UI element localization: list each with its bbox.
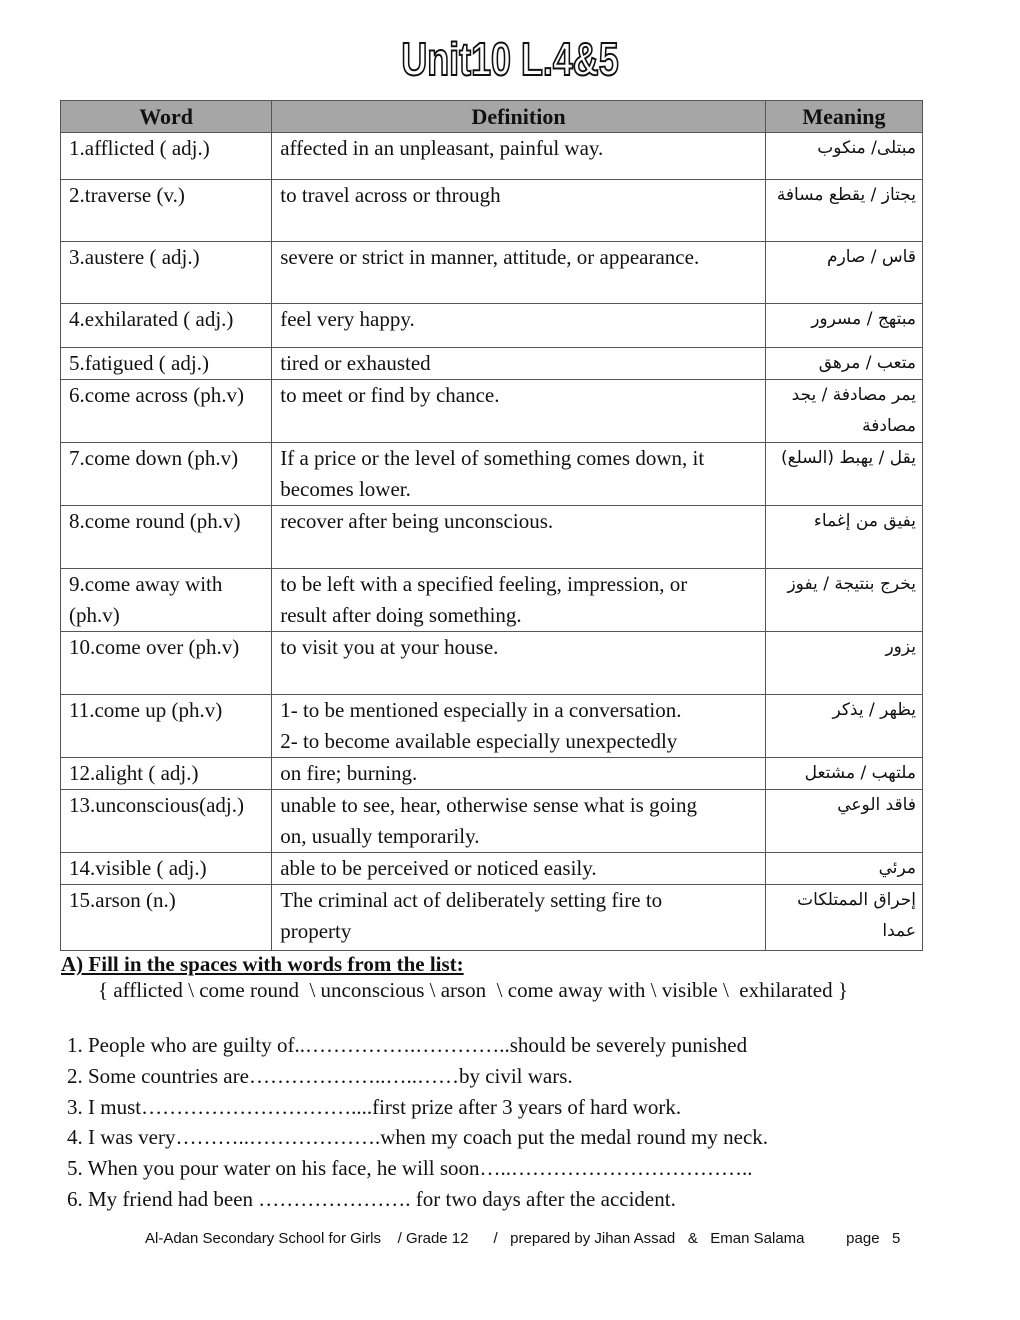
table-row	[61, 443, 923, 506]
definition-cell	[272, 180, 766, 242]
page-footer: Al-Adan Secondary School for Girls / Grade 12 / prepared by Jihan Assad & Eman Salama page 5	[145, 1230, 901, 1247]
definition-cell	[272, 695, 766, 758]
meaning-cell: مبتلى/ منكوب	[765, 133, 922, 180]
definition-cell	[272, 790, 766, 853]
definition-line: tired or exhausted	[280, 351, 431, 375]
word-cell: 2.traverse (v.)	[61, 180, 272, 242]
question-item: 1. People who are guilty of..…………….…………..should be severely punished	[67, 1033, 748, 1057]
definition-cell	[272, 380, 766, 443]
meaning-cell: فاقد الوعي	[765, 790, 922, 853]
definition-line: to travel across or through	[280, 183, 501, 207]
exercise-word-list: { afflicted \ come round \ unconscious \ arson \ come away with \ visible \ exhilarated }	[98, 978, 848, 1002]
exercise-questions	[67, 1030, 768, 1215]
meaning-cell: يخرج بنتيجة / يفوز	[765, 569, 922, 632]
table-header-row	[61, 101, 923, 133]
word-cell: 4.exhilarated ( adj.)	[61, 304, 272, 348]
definition-cell	[272, 853, 766, 885]
definition-line: unable to see, hear, otherwise sense what is going	[280, 793, 697, 817]
meaning-cell: مرئي	[765, 853, 922, 885]
definition-line: The criminal act of deliberately setting fire to	[280, 888, 663, 912]
meaning-cell: يزور	[765, 632, 922, 695]
definition-line: affected in an unpleasant, painful way.	[280, 136, 604, 160]
meaning-cell: ملتهب / مشتعل	[765, 758, 922, 790]
table-row	[61, 569, 923, 632]
question-item: 3. I must…………………………....first prize after 3 years of hard work.	[67, 1094, 682, 1119]
meaning-cell: يمر مصادفة / يجد مصادفة	[765, 380, 922, 443]
definition-cell	[272, 569, 766, 632]
table-row	[61, 242, 923, 304]
header-definition: Definition	[272, 101, 766, 133]
question-item: 2. Some countries are………………..…..……by civil wars.	[67, 1063, 573, 1088]
table-row	[61, 506, 923, 569]
table-row	[61, 758, 923, 790]
word-cell: 9.come away with (ph.v)	[61, 569, 272, 632]
table-row	[61, 632, 923, 695]
question-item: 5. When you pour water on his face, he will soon…..……………………………..	[67, 1156, 753, 1181]
question-item: 4. I was very………..……………….when my coach put the medal round my neck.	[67, 1125, 769, 1150]
table-row	[61, 180, 923, 242]
table-body	[61, 133, 923, 951]
table-row	[61, 304, 923, 348]
word-cell: 5.fatigued ( adj.)	[61, 348, 272, 380]
header-meaning: Meaning	[765, 101, 922, 133]
word-cell: 14.visible ( adj.)	[61, 853, 272, 885]
definition-line: on, usually temporarily.	[280, 824, 480, 848]
table-row	[61, 853, 923, 885]
word-cell: 8.come round (ph.v)	[61, 506, 272, 569]
definition-cell	[272, 885, 766, 951]
page-title: Unit10 L.4&5	[401, 33, 619, 85]
definition-line: feel very happy.	[280, 307, 415, 331]
meaning-cell: مبتهج / مسرور	[765, 304, 922, 348]
definition-cell	[272, 632, 766, 695]
table-row	[61, 695, 923, 758]
definition-line: severe or strict in manner, attitude, or appearance.	[280, 245, 700, 269]
definition-line: to visit you at your house.	[280, 635, 499, 659]
table-row	[61, 885, 923, 951]
definition-line: able to be perceived or noticed easily.	[280, 856, 597, 880]
definition-cell	[272, 242, 766, 304]
definition-line: to meet or find by chance.	[280, 383, 500, 407]
meaning-cell: متعب / مرهق	[765, 348, 922, 380]
meaning-cell: يفيق من إغماء	[765, 506, 922, 569]
definition-line: result after doing something.	[280, 603, 522, 627]
definition-line: If a price or the level of something comes down, it	[280, 446, 705, 470]
definition-line: becomes lower.	[280, 477, 411, 501]
table-row	[61, 133, 923, 180]
definition-cell	[272, 348, 766, 380]
table-row	[61, 790, 923, 853]
definition-cell	[272, 506, 766, 569]
word-cell: 1.afflicted ( adj.)	[61, 133, 272, 180]
vocabulary-table	[60, 100, 923, 951]
definition-cell	[272, 443, 766, 506]
word-cell: 7.come down (ph.v)	[61, 443, 272, 506]
question-item: 6. My friend had been …………………. for two days after the accident.	[67, 1186, 676, 1211]
table-row	[61, 348, 923, 380]
definition-line: on fire; burning.	[280, 761, 418, 785]
meaning-cell: قاس / صارم	[765, 242, 922, 304]
definition-cell	[272, 133, 766, 180]
definition-cell	[272, 304, 766, 348]
word-cell: 13.unconscious(adj.)	[61, 790, 272, 853]
word-cell: 15.arson (n.)	[61, 885, 272, 951]
header-word: Word	[61, 101, 272, 133]
definition-line: recover after being unconscious.	[280, 509, 554, 533]
definition-line: 2- to become available especially unexpectedly	[280, 729, 678, 753]
word-cell: 6.come across (ph.v)	[61, 380, 272, 443]
meaning-cell: يقل / يهبط (السلع)	[765, 443, 922, 506]
word-cell: 11.come up (ph.v)	[61, 695, 272, 758]
exercise-heading: A) Fill in the spaces with words from the list:	[61, 952, 464, 976]
meaning-cell: يجتاز / يقطع مسافة	[765, 180, 922, 242]
definition-line: 1- to be mentioned especially in a conversation.	[280, 698, 682, 722]
meaning-cell: يظهر / يذكر	[765, 695, 922, 758]
definition-cell	[272, 758, 766, 790]
word-cell: 10.come over (ph.v)	[61, 632, 272, 695]
definition-line: to be left with a specified feeling, impression, or	[280, 572, 688, 596]
meaning-cell: إحراق الممتلكات عمدا	[765, 885, 922, 951]
definition-line: property	[280, 919, 352, 943]
table-row	[61, 380, 923, 443]
word-cell: 3.austere ( adj.)	[61, 242, 272, 304]
word-cell: 12.alight ( adj.)	[61, 758, 272, 790]
